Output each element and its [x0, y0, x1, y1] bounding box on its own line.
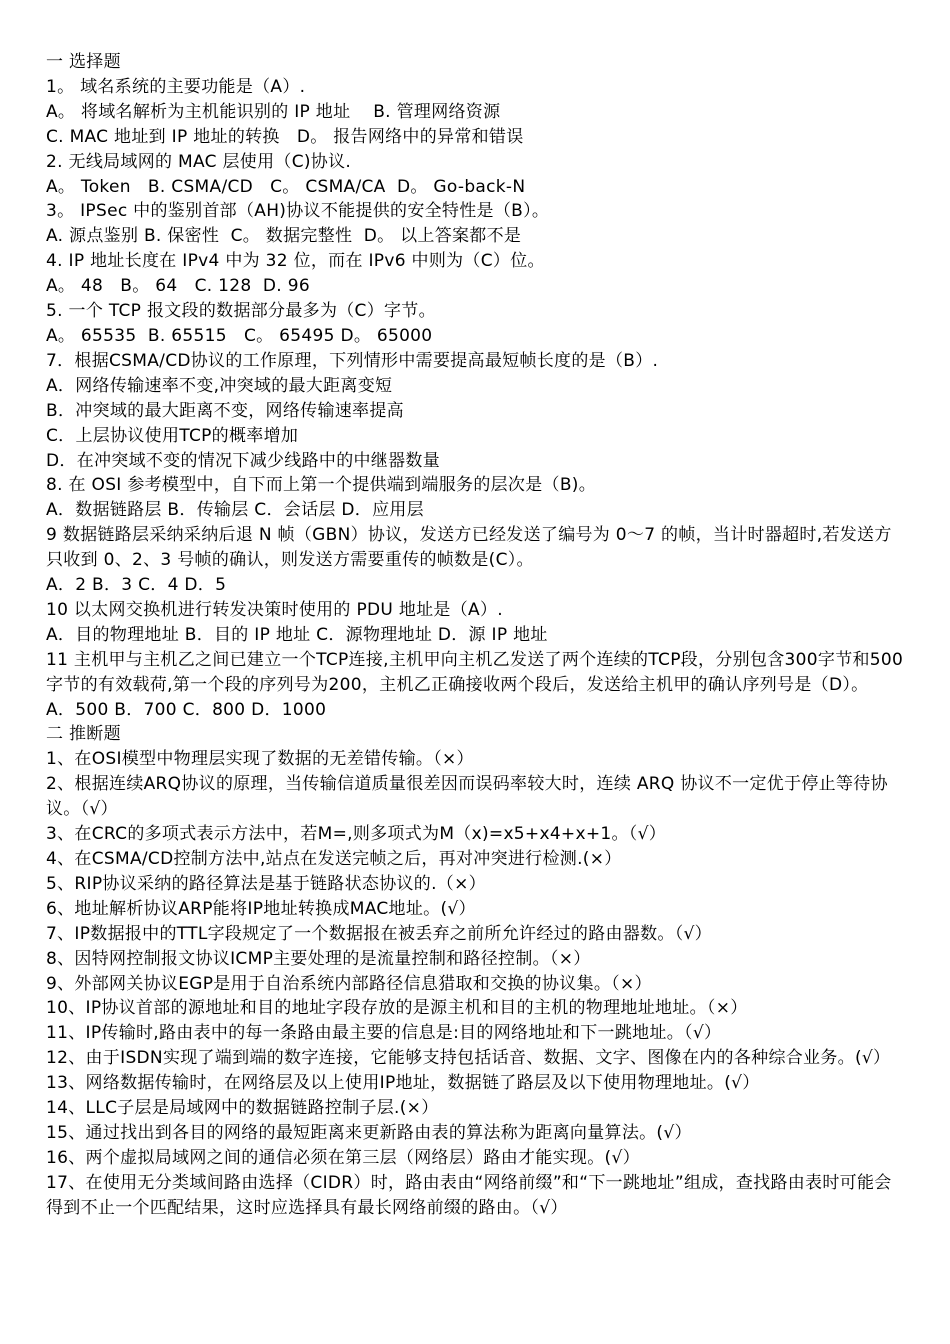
judgement-line-13: 13、网络数据传输时，在网络层及以上使用IP地址，数据链了路层及以下使用物理地址。(√）	[46, 1073, 760, 1094]
choice-line-8: 4. IP 地址长度在 IPv4 中为 32 位，而在 IPv6 中则为（C）位。	[46, 251, 545, 272]
judgement-line-14: 14、LLC子层是局域网中的数据链路控制子层.(×）	[46, 1098, 439, 1119]
choice-line-23: 11 主机甲与主机乙之间已建立一个TCP连接,主机甲向主机乙发送了两个连续的TCP段，分别包含300字节和500字节的有效载荷,第一个段的序列号为200，主机乙正确接收两个段后，发送给主机甲的确认序列号是（D）。	[46, 649, 904, 695]
choice-line-6: 3。 IPSec 中的鉴别首部（AH)协议不能提供的安全特性是（B）。	[46, 201, 550, 222]
choice-line-18: A．数据链路层 B．传输层 C．会话层 D．应用层	[46, 500, 424, 521]
judgement-line-4: 4、在CSMA/CD控制方法中,站点在发送完帧之后，再对冲突进行检测.(×）	[46, 849, 622, 869]
choice-line-3: C. MAC 地址到 IP 地址的转换 D。 报告网络中的异常和错误	[46, 126, 524, 147]
judgement-line-1: 1、在OSI模型中物理层实现了数据的无差错传输。（×）	[46, 749, 474, 770]
choice-line-5: A。 Token B. CSMA/CD C。 CSMA/CA D。 Go-back-N	[46, 176, 526, 197]
judgement-line-6: 6、地址解析协议ARP能将IP地址转换成MAC地址。(√）	[46, 898, 476, 919]
choice-line-1: 1。 域名系统的主要功能是（A）.	[46, 76, 306, 97]
choice-line-7: A. 源点鉴别 B. 保密性 C。 数据完整性 D。 以上答案都不是	[46, 226, 522, 247]
choice-line-16: D．在冲突域不变的情况下减少线路中的中继器数量	[46, 450, 440, 471]
judgement-line-7: 7、IP数据报中的TTL字段规定了一个数据报在被丢弃之前所允许经过的路由器数。（√）	[46, 923, 712, 944]
choice-line-14: B．冲突域的最大距离不变，网络传输速率提高	[46, 400, 404, 421]
judgement-line-3: 3、在CRC的多项式表示方法中，若M=,则多项式为M（x)=x5+x4+x+1。（√）	[46, 824, 667, 845]
choice-line-20: A．2 B．3 C．4 D．5	[46, 575, 227, 596]
choice-line-21: 10 以太网交换机进行转发决策时使用的 PDU 地址是（A）.	[46, 599, 503, 620]
choice-line-17: 8. 在 OSI 参考模型中，自下而上第一个提供端到端服务的层次是（B)。	[46, 475, 597, 496]
judgement-line-5: 5、RIP协议采纳的路径算法是基于链路状态协议的.（×）	[46, 873, 486, 894]
document-page	[46, 50, 908, 1221]
choice-line-12: 7．根据CSMA/CD协议的工作原理，下列情形中需要提高最短帧长度的是（B）.	[46, 350, 659, 371]
choice-line-13: A．网络传输速率不变,冲突域的最大距离变短	[46, 375, 393, 396]
choice-line-19: 9 数据链路层采纳采纳后退 N 帧（GBN）协议，发送方已经发送了编号为 0～7 的帧，当计时器超时,若发送方只收到 0、2、3 号帧的确认，则发送方需要重传的帧数是(C）。	[46, 525, 892, 571]
judgement-line-10: 10、IP协议首部的源地址和目的地址字段存放的是源主机和目的主机的物理地址地址。（×）	[46, 998, 748, 1019]
choice-line-22: A．目的物理地址 B．目的 IP 地址 C．源物理地址 D．源 IP 地址	[46, 624, 548, 645]
judgement-line-17: 17、在使用无分类域间路由选择（CIDR）时，路由表由“网络前缀”和“下一跳地址”组成，查找路由表时可能会得到不止一个匹配结果，这时应选择具有最长网络前缀的路由。（√）	[46, 1172, 892, 1218]
choice-line-15: C．上层协议使用TCP的概率增加	[46, 425, 299, 446]
choice-line-4: 2. 无线局域网的 MAC 层使用（C)协议.	[46, 151, 352, 172]
section-title-judgement: 二 推断题	[46, 724, 121, 745]
judgement-line-11: 11、IP传输时,路由表中的每一条路由最主要的信息是:目的网络地址和下一跳地址。（√）	[46, 1023, 722, 1044]
choice-line-2: A。 将域名解析为主机能识别的 IP 地址 B. 管理网络资源	[46, 101, 501, 122]
choice-line-10: 5. 一个 TCP 报文段的数据部分最多为（C）字节。	[46, 301, 436, 322]
choice-questions	[46, 75, 908, 723]
judgement-line-8: 8、因特网控制报文协议ICMP主要处理的是流量控制和路径控制。（×）	[46, 948, 591, 969]
choice-line-11: A。 65535 B. 65515 C。 65495 D。 65000	[46, 325, 433, 346]
judgement-line-12: 12、由于ISDN实现了端到端的数字连接，它能够支持包括话音、数据、文字、图像在内的各种综合业务。(√）	[46, 1048, 891, 1069]
judgement-line-16: 16、两个虚拟局域网之间的通信必须在第三层（网络层）路由才能实现。(√）	[46, 1147, 640, 1168]
judgement-line-9: 9、外部网关协议EGP是用于自治系统内部路径信息猎取和交换的协议集。（×）	[46, 973, 652, 994]
choice-line-9: A。 48 B。 64 C. 128 D. 96	[46, 276, 310, 297]
judgement-questions	[46, 747, 908, 1220]
choice-line-24: A．500 B．700 C．800 D．1000	[46, 699, 327, 720]
section-title-choice: 一 选择题	[46, 52, 121, 72]
judgement-line-2: 2、根据连续ARQ协议的原理，当传输信道质量很差因而误码率较大时，连续 ARQ 协议不一定优于停止等待协议。（√）	[46, 774, 888, 820]
judgement-line-15: 15、通过找出到各目的网络的最短距离来更新路由表的算法称为距离向量算法。(√）	[46, 1122, 692, 1143]
